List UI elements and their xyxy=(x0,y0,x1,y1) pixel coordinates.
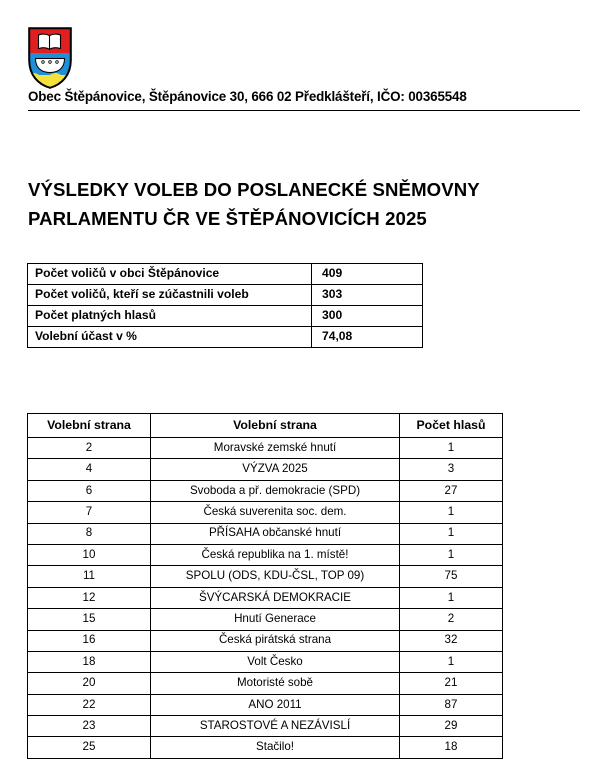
cell-party-name: Volt Česko xyxy=(151,651,400,672)
cell-party-number: 15 xyxy=(28,609,151,630)
table-row xyxy=(28,459,503,480)
cell-party-number: 25 xyxy=(28,737,151,758)
summary-value: 74,08 xyxy=(312,327,423,348)
cell-vote-count: 1 xyxy=(400,587,503,608)
municipal-coat-of-arms-icon xyxy=(28,27,72,89)
summary-value: 300 xyxy=(312,306,423,327)
cell-party-number: 22 xyxy=(28,694,151,715)
table-row xyxy=(28,716,503,737)
cell-party-number: 4 xyxy=(28,459,151,480)
table-row xyxy=(28,264,423,285)
summary-label: Počet platných hlasů xyxy=(28,306,312,327)
cell-party-number: 2 xyxy=(28,438,151,459)
cell-vote-count: 1 xyxy=(400,502,503,523)
summary-label: Počet voličů, kteří se zúčastnili voleb xyxy=(28,285,312,306)
cell-vote-count: 32 xyxy=(400,630,503,651)
cell-party-number: 6 xyxy=(28,480,151,501)
table-row xyxy=(28,694,503,715)
election-results-table xyxy=(27,413,503,759)
turnout-summary-body xyxy=(28,264,423,348)
cell-vote-count: 27 xyxy=(400,480,503,501)
table-row xyxy=(28,523,503,544)
cell-party-name: Stačilo! xyxy=(151,737,400,758)
cell-party-number: 7 xyxy=(28,502,151,523)
page-title xyxy=(28,175,568,233)
cell-party-number: 12 xyxy=(28,587,151,608)
cell-party-number: 23 xyxy=(28,716,151,737)
cell-party-name: Česká pirátská strana xyxy=(151,630,400,651)
cell-party-name: STAROSTOVÉ A NEZÁVISLÍ xyxy=(151,716,400,737)
page-title-line-1: VÝSLEDKY VOLEB DO POSLANECKÉ SNĚMOVNY xyxy=(28,179,480,201)
cell-vote-count: 1 xyxy=(400,523,503,544)
cell-party-name: SPOLU (ODS, KDU-ČSL, TOP 09) xyxy=(151,566,400,587)
cell-vote-count: 75 xyxy=(400,566,503,587)
table-row xyxy=(28,737,503,758)
organization-address-line: Obec Štěpánovice, Štěpánovice 30, 666 02 Předklášteří, IČO: 00365548 xyxy=(28,89,467,104)
table-row xyxy=(28,651,503,672)
cell-party-name: PŘÍSAHA občanské hnutí xyxy=(151,523,400,544)
cell-vote-count: 87 xyxy=(400,694,503,715)
cell-party-name: ŠVÝCARSKÁ DEMOKRACIE xyxy=(151,587,400,608)
cell-party-name: Hnutí Generace xyxy=(151,609,400,630)
cell-party-name: Česká suverenita soc. dem. xyxy=(151,502,400,523)
table-row xyxy=(28,544,503,565)
table-row xyxy=(28,673,503,694)
table-row xyxy=(28,438,503,459)
cell-party-name: ANO 2011 xyxy=(151,694,400,715)
header-divider-rule xyxy=(28,110,580,111)
table-row xyxy=(28,306,423,327)
cell-vote-count: 1 xyxy=(400,438,503,459)
cell-vote-count: 1 xyxy=(400,651,503,672)
cell-party-number: 8 xyxy=(28,523,151,544)
table-row xyxy=(28,502,503,523)
cell-party-name: Motoristé sobě xyxy=(151,673,400,694)
cell-party-number: 10 xyxy=(28,544,151,565)
cell-vote-count: 21 xyxy=(400,673,503,694)
cell-party-number: 20 xyxy=(28,673,151,694)
table-row xyxy=(28,327,423,348)
cell-party-number: 11 xyxy=(28,566,151,587)
page-title-line-2: PARLAMENTU ČR VE ŠTĚPÁNOVICÍCH 2025 xyxy=(28,208,427,230)
column-header-party-name: Volební strana xyxy=(151,414,400,438)
table-row xyxy=(28,587,503,608)
table-row xyxy=(28,480,503,501)
election-results-header xyxy=(28,414,503,438)
column-header-party-number: Volební strana xyxy=(28,414,151,438)
cell-party-name: Česká republika na 1. místě! xyxy=(151,544,400,565)
table-row xyxy=(28,285,423,306)
cell-party-name: VÝZVA 2025 xyxy=(151,459,400,480)
cell-vote-count: 29 xyxy=(400,716,503,737)
cell-vote-count: 18 xyxy=(400,737,503,758)
cell-party-name: Moravské zemské hnutí xyxy=(151,438,400,459)
election-results-body xyxy=(28,438,503,759)
summary-value: 409 xyxy=(312,264,423,285)
cell-vote-count: 1 xyxy=(400,544,503,565)
cell-vote-count: 3 xyxy=(400,459,503,480)
table-row xyxy=(28,630,503,651)
summary-value: 303 xyxy=(312,285,423,306)
summary-label: Počet voličů v obci Štěpánovice xyxy=(28,264,312,285)
cell-party-name: Svoboda a př. demokracie (SPD) xyxy=(151,480,400,501)
column-header-vote-count: Počet hlasů xyxy=(400,414,503,438)
cell-party-number: 18 xyxy=(28,651,151,672)
table-row xyxy=(28,609,503,630)
cell-vote-count: 2 xyxy=(400,609,503,630)
turnout-summary-table xyxy=(27,263,423,348)
table-row xyxy=(28,566,503,587)
table-header-row xyxy=(28,414,503,438)
cell-party-number: 16 xyxy=(28,630,151,651)
summary-label: Volební účast v % xyxy=(28,327,312,348)
